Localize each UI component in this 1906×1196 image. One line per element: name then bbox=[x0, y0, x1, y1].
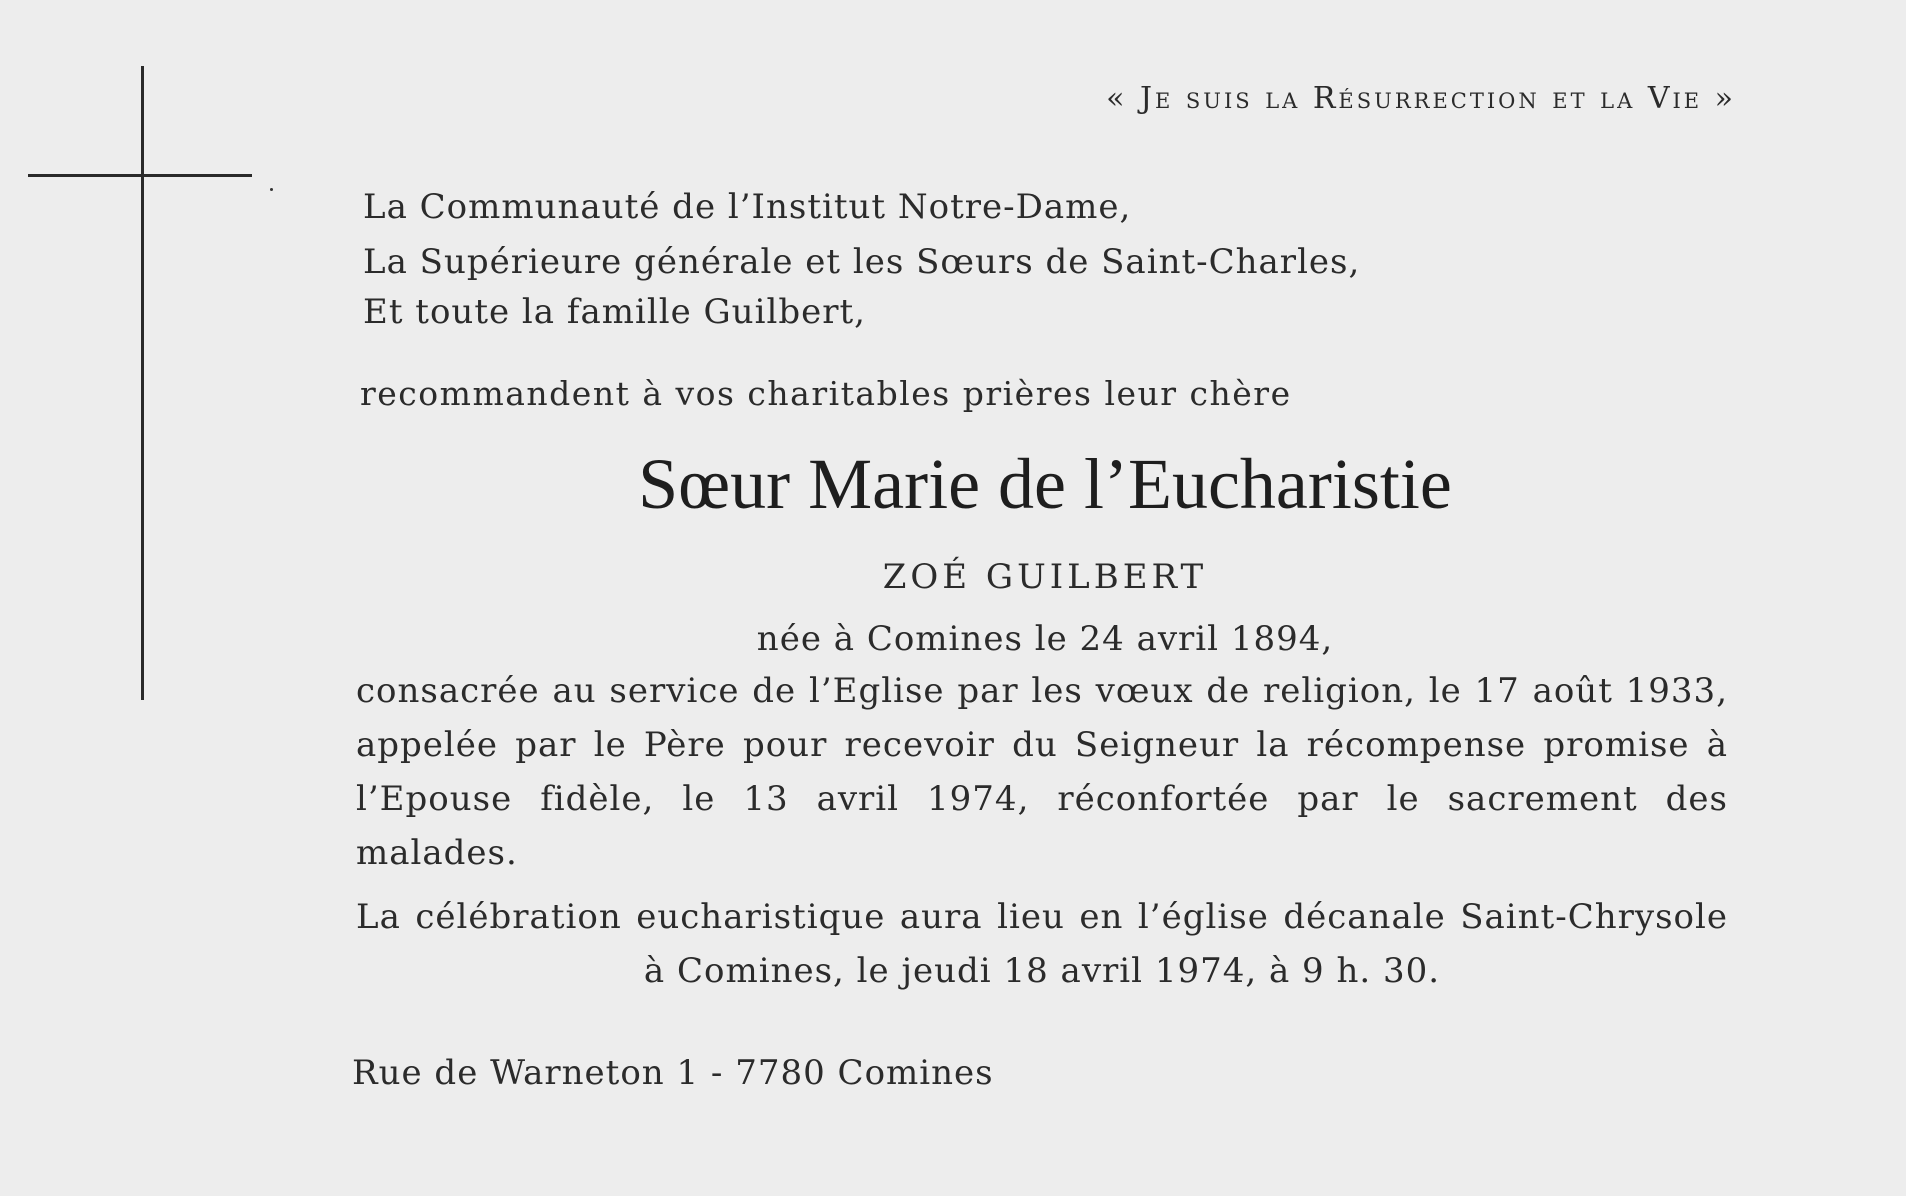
civil-name: ZOÉ GUILBERT bbox=[882, 557, 1208, 597]
birth-line: née à Comines le 24 avril 1894, bbox=[756, 619, 1334, 659]
biography-paragraph: consacrée au service de l’Eglise par les vœux de religion, le 17 août 1933, appelée par le Père pour recevoir du Seigneur la récompense promise à l’Epouse fidèle, le 13 avril 1974, réconfortée par le sacrement des malades. bbox=[356, 671, 1728, 873]
ceremony-paragraph: La célébration eucharistique aura lieu en l’église décanale Saint-Chrysole à Comines, le jeudi 18 avril 1974, à 9 h. 30. bbox=[356, 897, 1728, 991]
epigraph: « Je suis la Résurrection et la Vie » bbox=[1106, 81, 1736, 116]
religious-name: Sœur Marie de l’Eucharistie bbox=[638, 444, 1452, 524]
address: Rue de Warneton 1 - 7780 Comines bbox=[352, 1053, 994, 1093]
recommend-line: recommandent à vos charitables prières leur chère bbox=[360, 374, 1292, 413]
family-line-3: Et toute la famille Guilbert, bbox=[363, 292, 866, 332]
family-line-1: La Communauté de l’Institut Notre-Dame, bbox=[363, 187, 1132, 227]
family-line-2: La Supérieure générale et les Sœurs de Saint-Charles, bbox=[363, 242, 1361, 282]
cross-icon-horizontal bbox=[28, 174, 252, 177]
cross-icon-vertical bbox=[141, 66, 144, 700]
ink-dot bbox=[270, 188, 273, 191]
